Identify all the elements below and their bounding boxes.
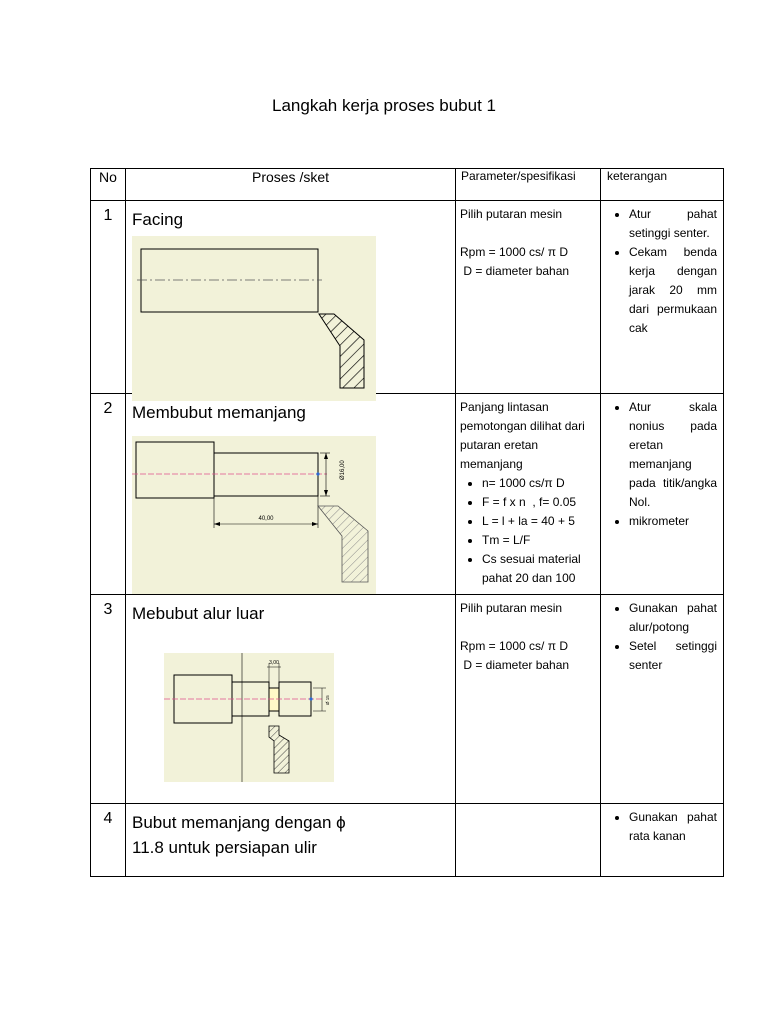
param-line: Pilih putaran mesin <box>460 601 563 615</box>
param-cell <box>456 804 601 877</box>
row-number: 3 <box>91 595 126 804</box>
header-proses: Proses /sket <box>126 169 456 201</box>
facing-sketch <box>132 236 376 401</box>
list-item: • n= 1000 cs/π D <box>482 474 596 493</box>
page-title: Langkah kerja proses bubut 1 <box>272 96 496 115</box>
param-line: Rpm = 1000 cs/ π D <box>460 639 568 653</box>
list-item: • Atur skala nonius pada eretan memanjang pada titik/angka Nol. <box>629 398 717 512</box>
process-cell <box>126 201 456 394</box>
ket-cell <box>601 595 724 804</box>
param-cell <box>456 201 601 394</box>
ket-cell <box>601 394 724 595</box>
row-number: 4 <box>91 804 126 877</box>
param-cell <box>456 394 601 595</box>
ket-cell <box>601 201 724 394</box>
longitudinal-turning-sketch <box>132 436 376 594</box>
table-row <box>91 595 724 804</box>
table-row <box>91 804 724 877</box>
dimension-depth: Ø 15 <box>325 695 330 705</box>
header-param: Parameter/spesifikasi <box>456 169 601 201</box>
param-line: D = diameter bahan <box>460 658 570 672</box>
process-title: Membubut memanjang <box>132 403 306 422</box>
param-cell <box>456 595 601 804</box>
list-item: • Gunakan pahat rata kanan <box>629 808 717 846</box>
header-ket: keterangan <box>601 169 724 201</box>
process-cell <box>126 394 456 595</box>
header-no: No <box>91 169 126 201</box>
process-title: Bubut memanjang dengan ϕ 11.8 untuk persiapan ulir <box>132 813 346 857</box>
dimension-groove: 3,00 <box>269 660 279 666</box>
list-item: • Atur pahat setinggi senter. <box>629 205 717 243</box>
list-item: • F = f x n , f= 0.05 <box>482 493 596 512</box>
ket-cell <box>601 804 724 877</box>
table-header-row <box>91 169 724 201</box>
list-item: • Tm = L/F <box>482 531 596 550</box>
list-item: • mikrometer <box>629 512 717 531</box>
process-table <box>90 168 724 877</box>
dimension-length: 40,00 <box>258 516 274 522</box>
process-title: Facing <box>132 210 184 229</box>
list-item: • Cekam benda kerja dengan jarak 20 mm dari permukaan cak <box>629 243 717 338</box>
process-cell <box>126 804 456 877</box>
table-row <box>91 201 724 394</box>
groove-sketch <box>164 653 334 782</box>
process-title: Mebubut alur luar <box>132 604 265 623</box>
param-line: D = diameter bahan <box>460 264 570 278</box>
row-number: 2 <box>91 394 126 595</box>
list-item: • Setel setinggi senter <box>629 637 717 675</box>
list-item: • L = l + la = 40 + 5 <box>482 512 596 531</box>
list-item: • Cs sesuai material pahat 20 dan 100 <box>482 550 596 588</box>
dimension-diameter: Ø16,00 <box>340 460 346 480</box>
process-cell <box>126 595 456 804</box>
row-number: 1 <box>91 201 126 394</box>
table-row <box>91 394 724 595</box>
param-line: Pilih putaran mesin <box>460 207 563 221</box>
param-text: Panjang lintasan pemotongan dilihat dari putaran eretan memanjang <box>460 400 585 471</box>
list-item: • Gunakan pahat alur/potong <box>629 599 717 637</box>
param-line: Rpm = 1000 cs/ π D <box>460 245 568 259</box>
